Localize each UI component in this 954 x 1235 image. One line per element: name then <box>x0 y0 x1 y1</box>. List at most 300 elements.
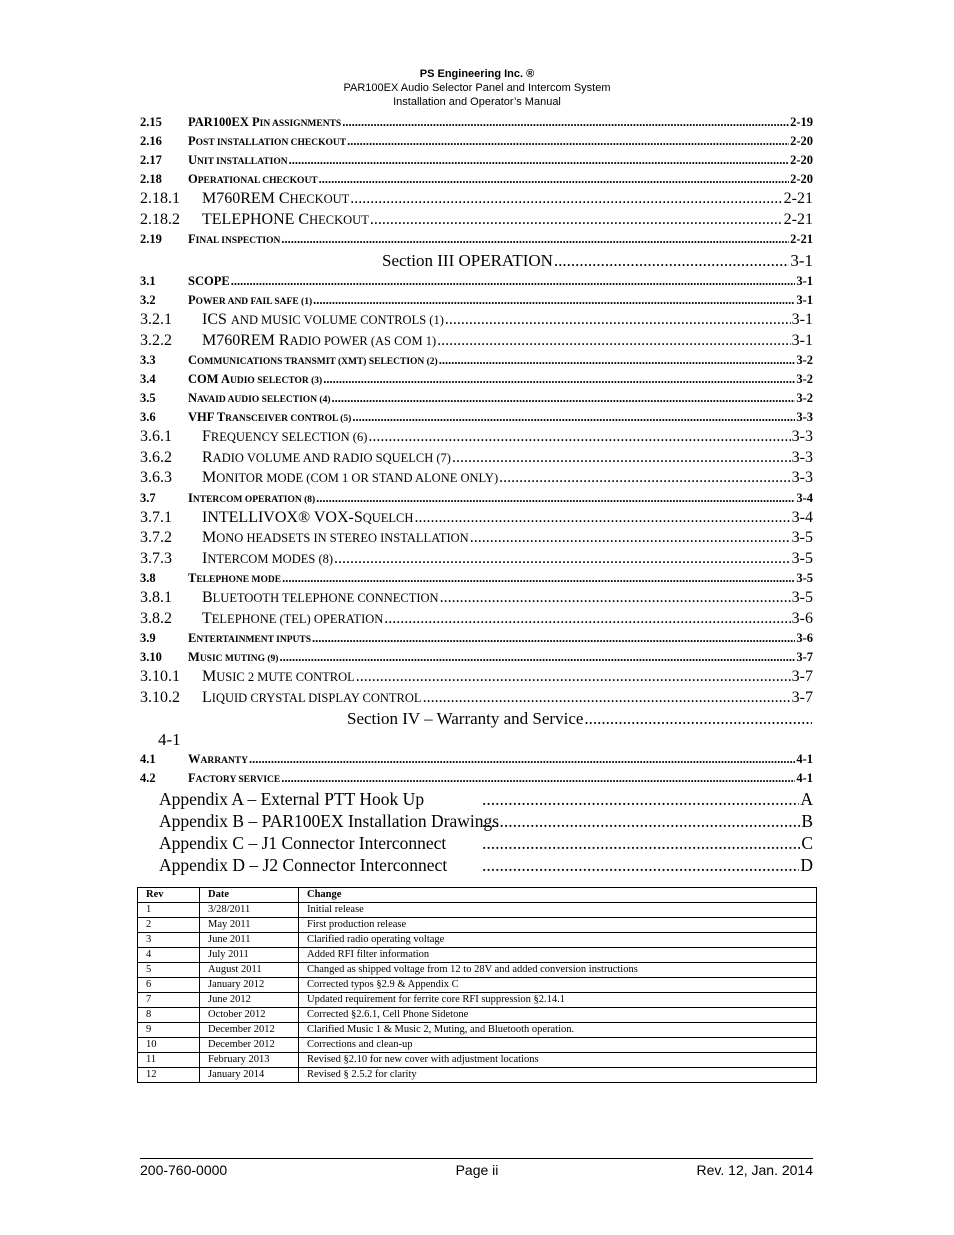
toc-entry-title <box>202 310 444 331</box>
toc-entry-title <box>188 170 318 189</box>
toc-entry-title-main: M <box>202 529 217 546</box>
rev-cell: 2 <box>138 918 200 933</box>
toc-dot-leader <box>334 549 791 570</box>
footer-doc-number: 200-760-0000 <box>140 1162 228 1178</box>
toc-entry[interactable] <box>140 370 813 389</box>
toc-entry-number: 3.2.1 <box>140 311 172 328</box>
toc-dot-leader <box>323 370 795 389</box>
toc-dot-leader <box>289 151 790 170</box>
table-row <box>138 993 817 1008</box>
toc-dot-leader <box>347 132 789 151</box>
toc-entry[interactable] <box>140 769 813 788</box>
toc-entry-title-main: I <box>188 490 193 505</box>
toc-entry[interactable] <box>140 688 813 709</box>
footer-divider <box>140 1158 813 1159</box>
toc-dot-leader <box>439 351 796 370</box>
toc-entry[interactable] <box>140 291 813 310</box>
toc-entry[interactable] <box>140 249 813 272</box>
toc-entry[interactable] <box>140 448 813 469</box>
toc-entry-number: 3.8.2 <box>140 609 172 627</box>
table-row <box>138 1038 817 1053</box>
toc-entry-page: 3-7 <box>791 688 813 706</box>
date-column-header: Date <box>200 888 299 903</box>
toc-entry[interactable] <box>140 508 813 529</box>
toc-entry-number: 3.6 <box>140 410 156 424</box>
toc-dot-leader <box>281 769 795 788</box>
toc-dot-leader <box>440 588 791 609</box>
toc-entry[interactable] <box>140 468 813 489</box>
change-cell: Clarified Music 1 & Music 2, Muting, and Bluetooth operation. <box>299 1023 817 1038</box>
rev-cell: 3 <box>138 933 200 948</box>
toc-dot-leader <box>470 528 791 549</box>
toc-entry-number: 3.10.2 <box>140 688 180 706</box>
toc-dot-leader <box>342 113 789 132</box>
toc-entry-number: 3.6.3 <box>140 469 172 486</box>
toc-entry-title-main: W <box>188 752 201 766</box>
toc-entry[interactable] <box>140 648 813 667</box>
toc-entry-title-main: SCOPE <box>188 274 230 288</box>
toc-entry[interactable] <box>140 609 813 630</box>
toc-dot-leader <box>482 832 800 854</box>
toc-entry-title-main: M760REM R <box>202 331 290 349</box>
toc-entry[interactable] <box>140 272 813 291</box>
toc-entry-page: 3-7 <box>796 650 813 664</box>
toc-entry-page: 3-5 <box>791 529 813 546</box>
toc-entry-page: 3-2 <box>796 391 813 405</box>
table-row <box>138 978 817 993</box>
toc-entry-title <box>202 549 333 570</box>
toc-entry-title-smallcaps: LUETOOTH TELEPHONE CONNECTION <box>212 591 439 605</box>
toc-entry-page-wrapped[interactable] <box>140 729 813 750</box>
toc-entry-title-main: M760REM C <box>202 190 290 207</box>
toc-entry-title-main: E <box>188 631 197 645</box>
toc-dot-leader <box>482 788 799 810</box>
toc-entry-title-main: M <box>188 650 200 664</box>
date-cell: February 2013 <box>200 1053 299 1068</box>
toc-entry-page: 3-1 <box>791 331 813 349</box>
toc-entry-number: 3.7.2 <box>140 529 172 546</box>
toc-entry-title-main: P <box>188 134 196 148</box>
toc-dot-leader <box>231 272 796 291</box>
toc-entry-title-main: P <box>188 293 196 307</box>
toc-entry-title <box>202 331 436 352</box>
toc-entry-title-smallcaps: INAL INSPECTION <box>195 236 281 246</box>
toc-entry-page: 3-4 <box>796 490 813 505</box>
toc-entry-title-smallcaps: NTERTAINMENT INPUTS <box>196 635 311 645</box>
toc-entry[interactable] <box>140 310 813 331</box>
toc-entry-title <box>188 113 341 132</box>
toc-entry-page: D <box>800 855 813 875</box>
toc-entry-title-main: PAR100EX P <box>188 115 260 129</box>
toc-entry-title-smallcaps: NTERCOM OPERATION (8) <box>192 494 316 505</box>
toc-entry-title-smallcaps: IN ASSIGNMENTS <box>259 119 342 129</box>
toc-entry-title-main: C <box>188 353 198 367</box>
date-cell: January 2012 <box>200 978 299 993</box>
rev-cell: 4 <box>138 948 200 963</box>
toc-dot-leader <box>356 667 791 688</box>
toc-dot-leader <box>482 854 799 876</box>
toc-entry[interactable] <box>140 528 813 549</box>
date-cell: June 2012 <box>200 993 299 1008</box>
change-cell: Added RFI filter information <box>299 948 817 963</box>
toc-entry-number: 3.2.2 <box>140 331 172 349</box>
header-product: PAR100EX Audio Selector Panel and Intercom System <box>343 82 611 94</box>
toc-entry-title <box>202 508 413 529</box>
toc-entry[interactable] <box>140 810 813 832</box>
toc-entry-title-main: M <box>202 668 217 685</box>
toc-entry[interactable] <box>140 549 813 570</box>
table-row <box>138 1008 817 1023</box>
toc-dot-leader <box>281 230 789 249</box>
toc-entry-title-main: ICS <box>202 311 231 328</box>
toc-entry-number: 2.18.1 <box>140 190 180 207</box>
change-cell: Changed as shipped voltage from 12 to 28V and added conversion instructions <box>299 963 817 978</box>
toc-entry-title-main: TELEPHONE C <box>202 210 310 228</box>
table-row <box>138 963 817 978</box>
toc-entry-number: 3.7.3 <box>140 549 172 567</box>
toc-entry-number: 2.19 <box>140 232 162 246</box>
toc-entry-page: 3-3 <box>796 410 813 424</box>
toc-entry-title-main: T <box>202 609 212 627</box>
table-row <box>138 903 817 918</box>
toc-entry-title <box>202 667 355 688</box>
toc-entry-title <box>188 569 281 588</box>
toc-entry-title-main: F <box>202 428 211 445</box>
toc-entry-title-main: U <box>188 153 198 167</box>
toc-entry-number: 3.6.2 <box>140 448 172 466</box>
toc-entry-page: 3-6 <box>791 609 813 627</box>
toc-entry-title-main: Appendix C – J1 Connector Interconnect <box>159 833 447 853</box>
change-cell: Updated requirement for ferrite core RFI suppression §2.14.1 <box>299 993 817 1008</box>
change-cell: Revised §2.10 for new cover with adjustment locations <box>299 1053 817 1068</box>
toc-entry[interactable] <box>140 832 813 854</box>
toc-entry-title <box>188 648 278 667</box>
toc-entry[interactable] <box>140 708 813 729</box>
toc-entry-page: 2-21 <box>783 190 813 207</box>
toc-dot-leader <box>384 609 790 630</box>
toc-entry-title-main: I <box>202 549 208 567</box>
toc-entry-title <box>188 291 312 310</box>
table-of-contents <box>140 113 813 876</box>
toc-entry-page: 4-1 <box>796 771 813 785</box>
toc-dot-leader <box>437 331 791 352</box>
toc-entry-title-smallcaps: ONO HEADSETS IN STEREO INSTALLATION <box>216 531 469 545</box>
toc-entry[interactable] <box>140 667 813 688</box>
rev-cell: 6 <box>138 978 200 993</box>
toc-entry-page: 3-5 <box>791 549 813 567</box>
date-cell: July 2011 <box>200 948 299 963</box>
date-cell: 3/28/2011 <box>200 903 299 918</box>
toc-dot-leader <box>482 810 800 832</box>
toc-entry-title-smallcaps: NTERCOM MODES (8) <box>207 551 334 566</box>
toc-entry-title-smallcaps: IQUID CRYSTAL DISPLAY CONTROL <box>211 690 422 705</box>
table-row <box>138 933 817 948</box>
toc-dot-leader <box>332 389 796 408</box>
toc-entry-page: 2-19 <box>790 115 813 129</box>
toc-entry-number: 3.8 <box>140 571 156 585</box>
toc-entry-title-smallcaps: ADIO VOLUME AND RADIO SQUELCH (7) <box>212 450 451 465</box>
toc-entry-title-smallcaps: ARRANTY <box>200 756 248 766</box>
toc-entry-title <box>202 189 349 210</box>
toc-entry-title <box>188 629 311 648</box>
toc-entry-number: 3.10.1 <box>140 668 180 685</box>
toc-entry-title-smallcaps: ONITOR MODE (COM 1 OR STAND ALONE ONLY) <box>216 471 499 485</box>
toc-entry-title <box>188 230 280 249</box>
toc-entry-title <box>188 408 351 427</box>
toc-dot-leader <box>316 489 795 508</box>
toc-dot-leader <box>499 468 791 489</box>
toc-entry-title-smallcaps: NIT INSTALLATION <box>197 157 288 167</box>
change-cell: Corrections and clean-up <box>299 1038 817 1053</box>
toc-entry[interactable] <box>140 170 813 189</box>
toc-entry[interactable] <box>140 750 813 769</box>
change-cell: Initial release <box>299 903 817 918</box>
toc-entry-page: 3-2 <box>796 353 813 367</box>
table-row <box>138 948 817 963</box>
toc-entry-page: 3-1 <box>790 251 813 270</box>
toc-entry[interactable] <box>140 189 813 210</box>
toc-entry-number: 2.15 <box>140 115 162 129</box>
toc-entry[interactable] <box>140 629 813 648</box>
toc-entry-title-main: Appendix D – J2 Connector Interconnect <box>159 855 448 875</box>
rev-cell: 9 <box>138 1023 200 1038</box>
toc-entry-title <box>188 272 230 291</box>
header-manual-title: Installation and Operator’s Manual <box>393 96 561 108</box>
toc-entry-page: 3-5 <box>796 571 813 585</box>
toc-entry[interactable] <box>140 331 813 352</box>
toc-entry[interactable] <box>140 788 813 810</box>
date-cell: December 2012 <box>200 1038 299 1053</box>
toc-entry-number: 3.6.1 <box>140 428 172 445</box>
toc-entry-title-smallcaps: PERATIONAL CHECKOUT <box>197 176 318 186</box>
toc-entry-title-smallcaps: ELEPHONE (TEL) OPERATION <box>211 611 384 626</box>
toc-entry-page: B <box>801 811 813 831</box>
toc-entry-title-main: R <box>202 448 213 466</box>
table-row <box>138 1068 817 1083</box>
toc-entry-title <box>188 750 248 769</box>
toc-dot-leader <box>452 448 791 469</box>
toc-entry-title-smallcaps: AND MUSIC VOLUME CONTROLS (1) <box>230 313 444 327</box>
toc-entry-title-smallcaps: RANSCEIVER CONTROL (5) <box>225 414 352 424</box>
toc-entry-title-smallcaps: HECKOUT <box>309 212 369 227</box>
toc-entry-title <box>188 351 438 370</box>
toc-entry-title-smallcaps: USIC 2 MUTE CONTROL <box>216 670 355 684</box>
toc-entry-title-main: F <box>188 771 196 785</box>
toc-entry-number: 3.3 <box>140 353 156 367</box>
toc-entry-title <box>188 151 288 170</box>
table-row <box>138 918 817 933</box>
footer-revision: Rev. 12, Jan. 2014 <box>696 1162 813 1178</box>
toc-entry[interactable] <box>140 132 813 151</box>
toc-dot-leader <box>249 750 795 769</box>
toc-entry-number: 2.16 <box>140 134 162 148</box>
toc-entry-number: 3.4 <box>140 372 156 386</box>
toc-entry-page: 3-6 <box>796 631 813 645</box>
rev-cell: 10 <box>138 1038 200 1053</box>
toc-entry-number: 3.1 <box>140 274 156 288</box>
table-row <box>138 1053 817 1068</box>
toc-entry[interactable] <box>140 151 813 170</box>
rev-column-header: Rev <box>138 888 200 903</box>
date-cell: May 2011 <box>200 918 299 933</box>
change-cell: Corrected typos §2.9 & Appendix C <box>299 978 817 993</box>
rev-cell: 1 <box>138 903 200 918</box>
date-cell: January 2014 <box>200 1068 299 1083</box>
toc-entry-title <box>202 210 369 231</box>
change-cell: Revised § 2.5.2 for clarity <box>299 1068 817 1083</box>
toc-entry-number: 3.2 <box>140 293 156 307</box>
footer-page-number: Page ii <box>455 1162 499 1178</box>
toc-entry[interactable] <box>140 408 813 427</box>
toc-dot-leader <box>282 569 795 588</box>
toc-entry-page: 2-21 <box>783 210 813 228</box>
toc-entry-page: 3-3 <box>791 428 813 445</box>
toc-entry-title-main: COM A <box>188 372 231 386</box>
toc-entry-title-smallcaps: OST INSTALLATION CHECKOUT <box>195 138 347 148</box>
toc-entry-page: 2-20 <box>790 134 813 148</box>
toc-entry-number: 3.8.1 <box>140 589 172 606</box>
toc-dot-leader <box>313 291 795 310</box>
change-column-header: Change <box>299 888 817 903</box>
change-cell: Clarified radio operating voltage <box>299 933 817 948</box>
toc-dot-leader <box>584 708 812 729</box>
toc-entry-title-smallcaps: USIC MUTING (9) <box>199 654 279 664</box>
toc-entry-title <box>202 427 367 448</box>
toc-entry-title-main: M <box>202 469 217 486</box>
header-company: PS Engineering Inc. ® <box>419 68 535 80</box>
toc-entry-title <box>202 528 469 549</box>
toc-entry-page: 3-4 <box>791 508 813 526</box>
toc-dot-leader <box>370 210 783 231</box>
rev-cell: 7 <box>138 993 200 1008</box>
toc-entry-title-main: B <box>202 589 213 606</box>
date-cell: June 2011 <box>200 933 299 948</box>
toc-entry-number: 2.18.2 <box>140 210 180 228</box>
toc-entry-page: 2-20 <box>790 153 813 167</box>
toc-entry-title-main: N <box>188 391 198 405</box>
toc-entry-page: 4-1 <box>158 730 181 749</box>
toc-entry-page: 3-1 <box>791 311 813 328</box>
toc-entry-number: 2.18 <box>140 172 162 186</box>
toc-dot-leader <box>423 688 791 709</box>
toc-entry-title-smallcaps: HECKOUT <box>289 192 350 206</box>
toc-entry-page: C <box>801 833 813 853</box>
toc-entry-title-main: VHF T <box>188 410 226 424</box>
toc-entry-number: 4.1 <box>140 752 156 766</box>
toc-dot-leader <box>279 648 795 667</box>
toc-entry[interactable] <box>140 230 813 249</box>
toc-entry-page: 3-1 <box>796 274 813 288</box>
toc-entry-page: 4-1 <box>796 752 813 766</box>
toc-entry[interactable] <box>140 489 813 508</box>
toc-entry-title <box>159 810 500 832</box>
toc-entry-title-main: INTELLIVOX® VOX-S <box>202 508 363 526</box>
toc-entry-title <box>202 468 498 489</box>
rev-cell: 12 <box>138 1068 200 1083</box>
toc-entry-page: 3-3 <box>791 469 813 486</box>
change-cell: Corrected §2.6.1, Cell Phone Sidetone <box>299 1008 817 1023</box>
toc-dot-leader <box>352 408 795 427</box>
toc-entry[interactable] <box>140 351 813 370</box>
revision-table-header-row <box>138 888 817 903</box>
toc-entry-title-smallcaps: ELEPHONE MODE <box>196 575 282 585</box>
rev-cell: 11 <box>138 1053 200 1068</box>
toc-entry-title-smallcaps: QUELCH <box>362 510 414 525</box>
revision-history-table <box>137 887 817 1083</box>
rev-cell: 5 <box>138 963 200 978</box>
toc-entry-title <box>202 588 439 609</box>
toc-entry-page: 3-5 <box>791 589 813 606</box>
toc-entry-title-main: T <box>188 571 197 585</box>
toc-entry-number: 2.17 <box>140 153 162 167</box>
toc-entry-title <box>159 788 481 810</box>
toc-dot-leader <box>554 249 789 272</box>
toc-entry-title <box>188 370 322 389</box>
toc-entry-title <box>382 249 553 272</box>
date-cell: October 2012 <box>200 1008 299 1023</box>
toc-entry-number: 3.10 <box>140 650 162 664</box>
toc-entry-title-smallcaps: OMMUNICATIONS TRANSMIT (XMT) SELECTION (2) <box>197 357 438 367</box>
toc-entry[interactable] <box>140 210 813 231</box>
toc-entry-number: 3.7 <box>140 490 156 505</box>
toc-entry-title <box>202 609 383 630</box>
toc-entry-title-smallcaps: UDIO SELECTOR (3) <box>230 376 323 386</box>
toc-entry-title-main: O <box>188 172 198 186</box>
toc-dot-leader <box>414 508 790 529</box>
toc-entry-page: 3-1 <box>796 293 813 307</box>
toc-entry-title <box>159 854 481 876</box>
toc-entry-number: 3.7.1 <box>140 508 172 526</box>
toc-entry-page: 2-21 <box>790 232 813 246</box>
rev-cell: 8 <box>138 1008 200 1023</box>
toc-entry-title-smallcaps: REQUENCY SELECTION (6) <box>210 430 368 444</box>
change-cell: First production release <box>299 918 817 933</box>
toc-entry-title <box>202 448 451 469</box>
toc-entry-title-main: Section IV – Warranty and Service <box>347 709 584 728</box>
toc-entry-title <box>202 688 422 709</box>
toc-entry-title-main: F <box>188 232 196 246</box>
toc-entry-title <box>159 832 481 854</box>
toc-dot-leader <box>319 170 789 189</box>
toc-entry-number: 4.2 <box>140 771 156 785</box>
toc-entry[interactable] <box>140 389 813 408</box>
table-row <box>138 1023 817 1038</box>
toc-entry-title-main: L <box>202 688 212 706</box>
toc-entry[interactable] <box>140 588 813 609</box>
toc-entry-title-main: Appendix A – External PTT Hook Up <box>159 789 425 809</box>
toc-entry-title <box>188 489 315 508</box>
toc-entry-page: 3-3 <box>791 448 813 466</box>
toc-entry-title <box>188 389 331 408</box>
toc-entry[interactable] <box>140 427 813 448</box>
toc-dot-leader <box>445 310 791 331</box>
date-cell: August 2011 <box>200 963 299 978</box>
toc-entry[interactable] <box>140 113 813 132</box>
toc-entry[interactable] <box>140 569 813 588</box>
date-cell: December 2012 <box>200 1023 299 1038</box>
toc-entry-title-smallcaps: AVAID AUDIO SELECTION (4) <box>197 395 331 405</box>
toc-dot-leader <box>312 629 795 648</box>
toc-entry-number: 3.9 <box>140 631 156 645</box>
toc-entry-title <box>188 769 280 788</box>
toc-entry-page: 3-7 <box>791 668 813 685</box>
toc-entry[interactable] <box>140 854 813 876</box>
toc-entry-title-smallcaps: ACTORY SERVICE <box>195 775 281 785</box>
toc-dot-leader <box>368 427 790 448</box>
toc-entry-title <box>140 708 583 729</box>
toc-entry-title-smallcaps: OWER AND FAIL SAFE (1) <box>195 297 313 307</box>
toc-entry-title-main: Section III OPERATION <box>382 251 553 270</box>
